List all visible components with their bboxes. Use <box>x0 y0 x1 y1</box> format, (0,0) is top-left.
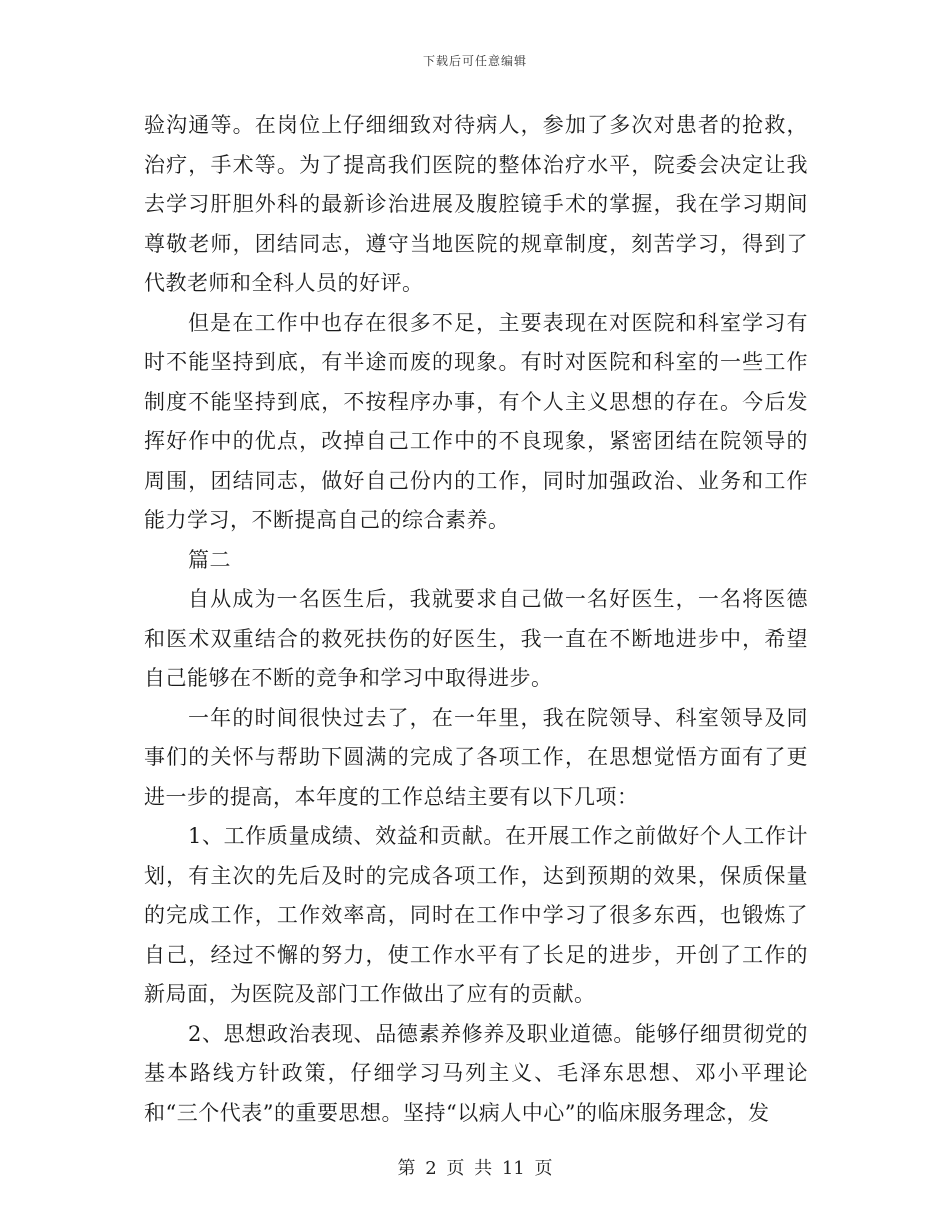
document-body <box>144 106 808 1133</box>
paragraph-continuation: 验沟通等。在岗位上仔细细致对待病人，参加了多次对患者的抢救，治疗，手术等。为了提高我们医院的整体治疗水平，院委会决定让我去学习肝胆外科的最新诊治进展及腹腔镜手术的掌握，我在学习期间尊敬老师，团结同志，遵守当地医院的规章制度，刻苦学习，得到了代教老师和全科人员的好评。 <box>144 113 808 295</box>
page-number: 第 2 页 共 11 页 <box>397 1158 553 1179</box>
paragraph-item-2: 2、思想政治表现、品德素养修养及职业道德。能够仔细贯彻党的基本路线方针政策，仔细学习马列主义、毛泽东思想、邓小平理论和“三个代表”的重要思想。坚持“以病人中心”的临床服务理念，发 <box>144 1021 808 1125</box>
paragraph-year-summary: 一年的时间很快过去了，在一年里，我在院领导、科室领导及同事们的关怀与帮助下圆满的完成了各项工作，在思想觉悟方面有了更进一步的提高，本年度的工作总结主要有以下几项： <box>144 705 808 809</box>
paragraph-intro: 自从成为一名医生后，我就要求自己做一名好医生，一名将医德和医术双重结合的救死扶伤的好医生，我一直在不断地进步中，希望自己能够在不断的竞争和学习中取得进步。 <box>144 587 808 690</box>
page-header-note: 下载后可任意编辑 <box>422 54 527 68</box>
paragraph-shortcomings: 但是在工作中也存在很多不足，主要表现在对医院和科室学习有时不能坚持到底，有半途而废的现象。有时对医院和科室的一些工作制度不能坚持到底，不按程序办事，有个人主义思想的存在。今后发挥好作中的优点，改掉自己工作中的不良现象，紧密团结在院领导的周围，团结同志，做好自己份内的工作，同时加强政治、业务和工作能力学习，不断提高自己的综合素养。 <box>144 310 808 532</box>
section-heading: 篇二 <box>188 547 231 572</box>
paragraph-item-1: 1、工作质量成绩、效益和贡献。在开展工作之前做好个人工作计划，有主次的先后及时的完成各项工作，达到预期的效果，保质保量的完成工作，工作效率高，同时在工作中学习了很多东西，也锻炼了自己，经过不懈的努力，使工作水平有了长足的进步，开创了工作的新局面，为医院及部门工作做出了应有的贡献。 <box>144 824 808 1006</box>
